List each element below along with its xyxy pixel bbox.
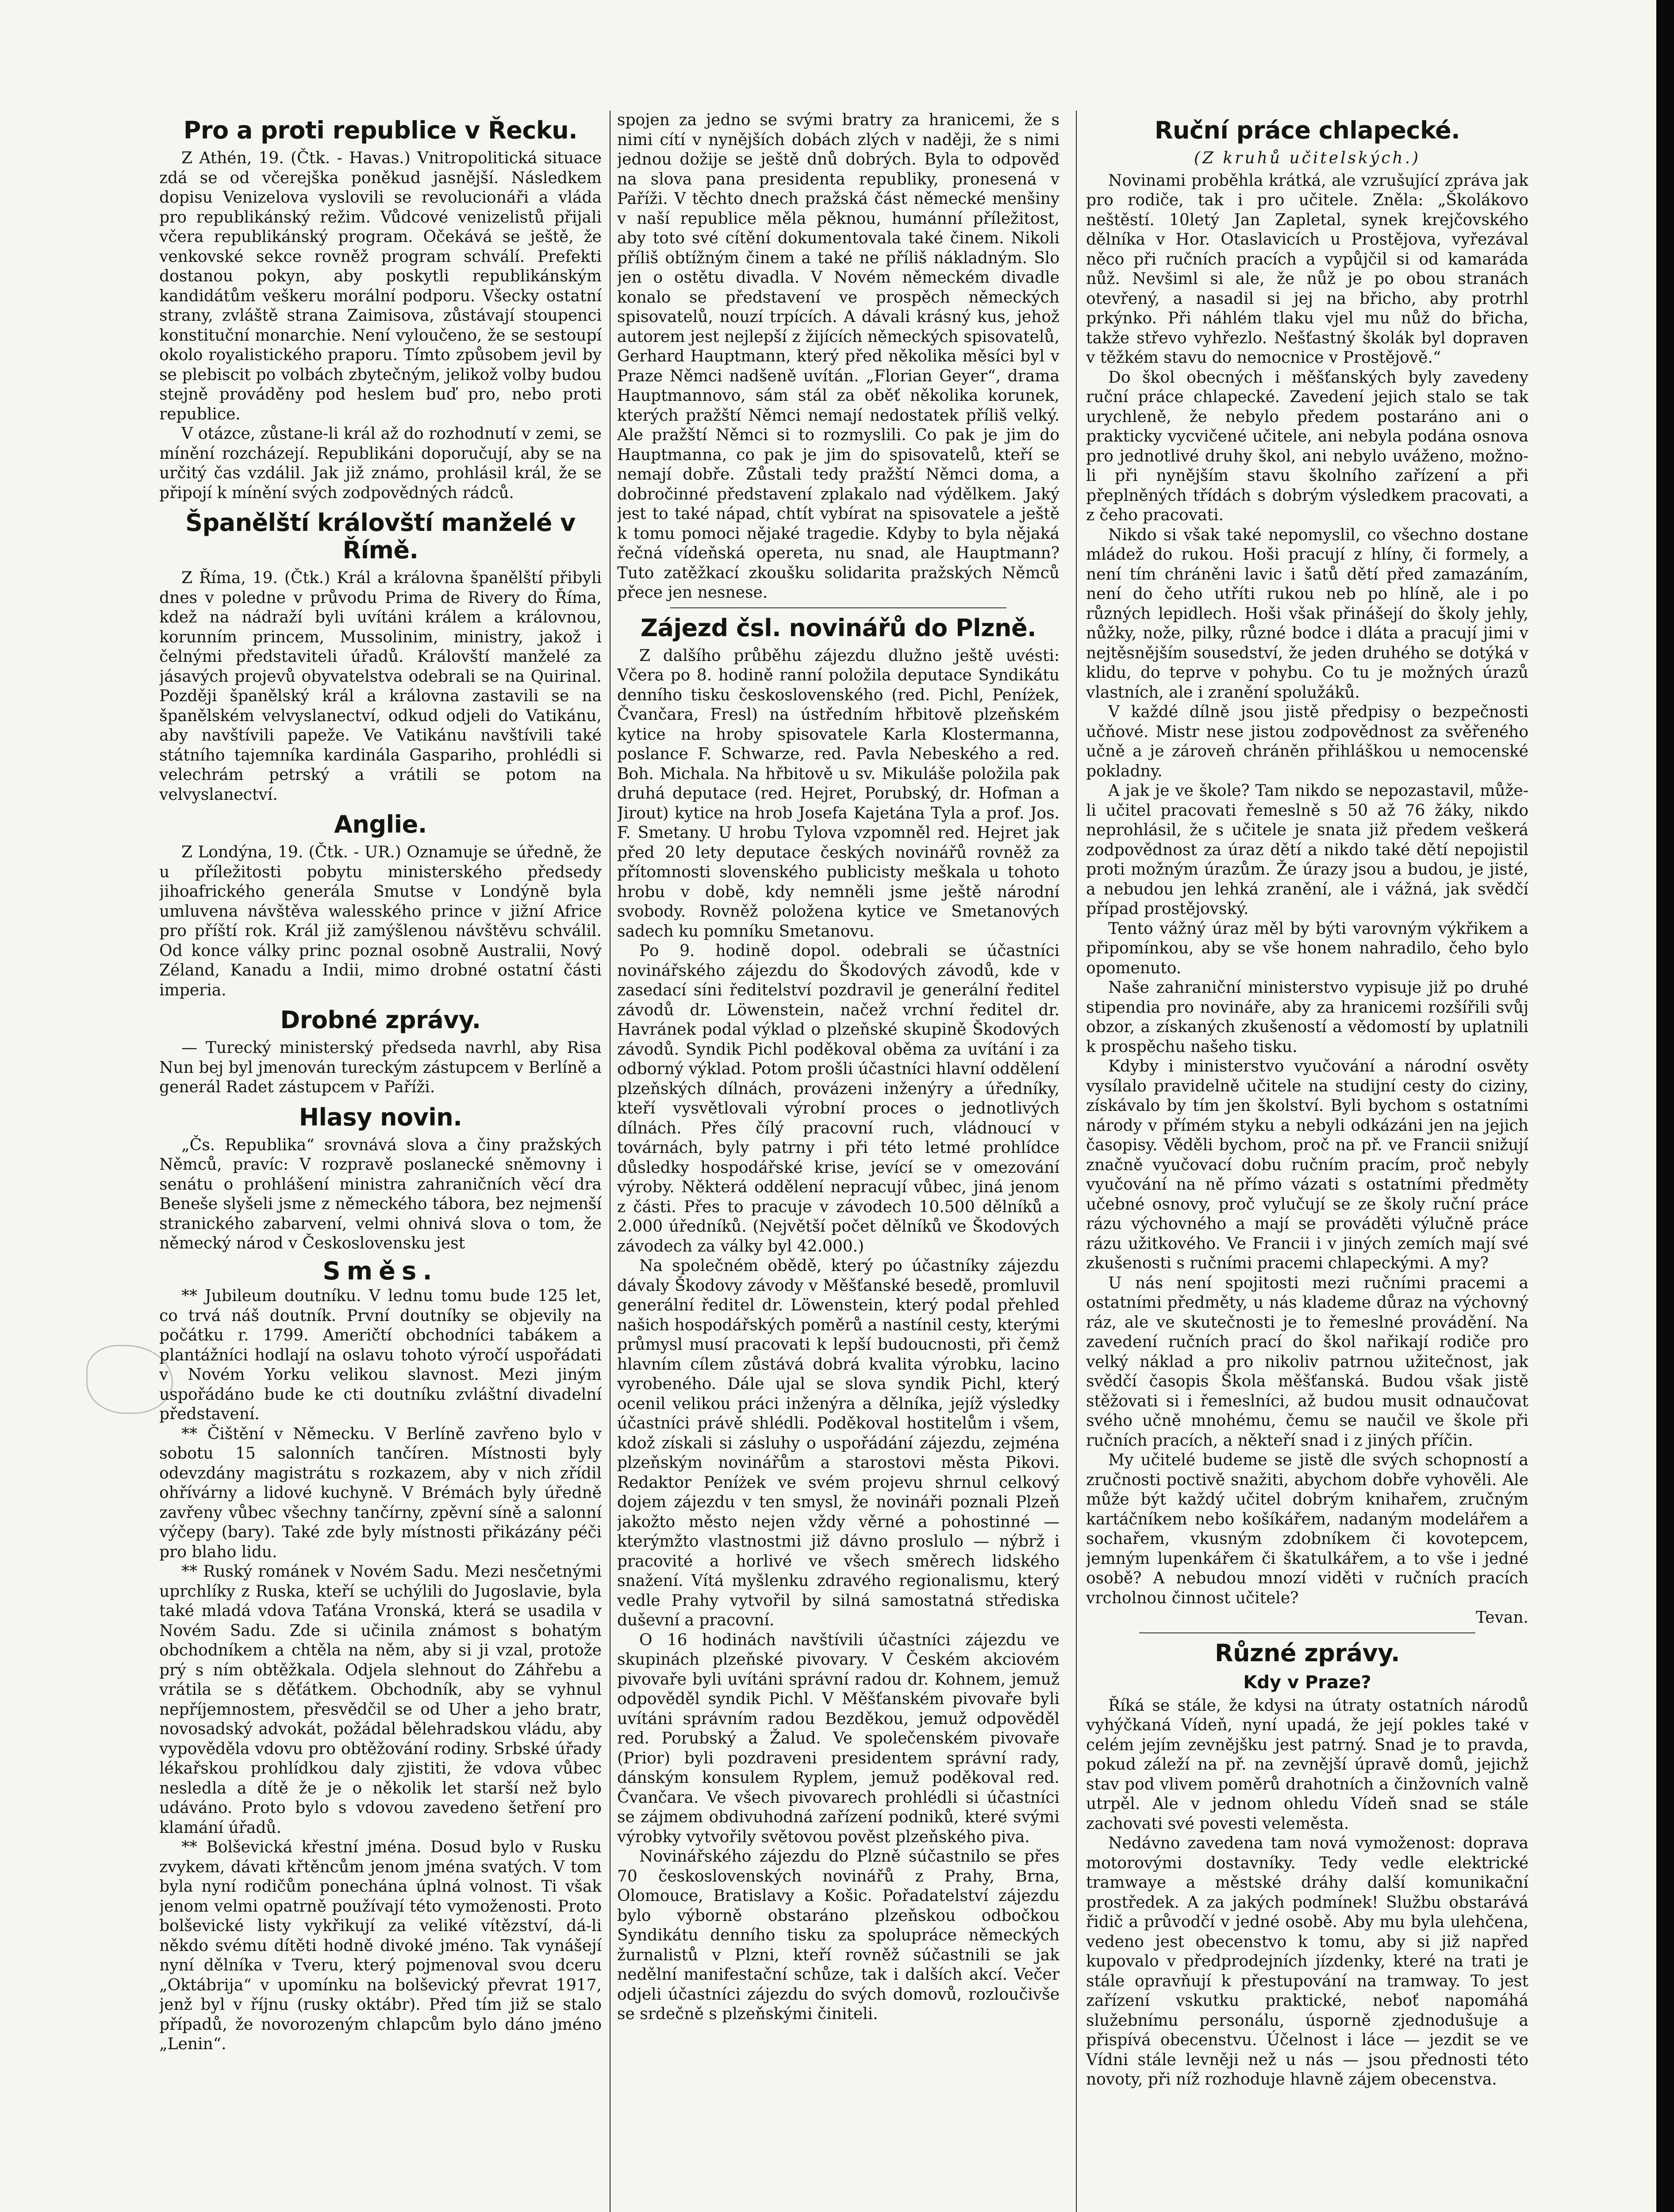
- article-signature: Tevan.: [1476, 1609, 1528, 1627]
- article-paragraph: Nedávno zavedena tam nová vymoženost: doprava motorovými dostavníky. Tedy vedle elektrické tramwaye a městské dráhy další komunikační prostředek. A za jakých podmínek! Službu obstarává řidič a průvodčí v jedné osobě. Aby mu byla ulehčena, vedeno jest obecenstvo k tomu, aby si již napřed kupovalo v předprodejních jízdenky, které na trati je stále opravňují k přestupování na tramway. To jest zařízení vskutku praktické, neboť napomáhá služebnímu personálu, úsporně zjednodušuje a přispívá obecenstvu. Účelnost i láce — jezdit se ve Vídni stále levněji než u nás — jsou přednosti této novoty, při níž rozhoduje hlavně zájem obecenstva.: [1086, 1834, 1528, 2089]
- article-title-greece: Pro a proti republice v Řecku.: [183, 116, 578, 144]
- miscellany-item: ** Ruský románek v Novém Sadu. Mezi nesčetnými uprchlíky z Ruska, kteří se uchýlili do Jugoslavie, byla také mladá vdova Taťána Vronská, která se usadila v Novém Sadu. Zde si učinila známost s bohatým obchodníkem a chtěla na něm, aby si ji vzal, protože prý s ním obtěžkala. Odjela slehnout do Záhřebu a vrátila se s děťátkem. Obchodník, aby se vyhnul nepříjemnostem, přesvědčil se od Uher a jeho bratr, novosadský advokát, požádal bělehradskou vládu, aby vypověděla vdovu pro obtěžování rodiny. Srbské úřady lékařskou prohlídkou daly zjistiti, že vdova vůbec nesledla a dítě že je o několik let starší než bylo udáváno. Proto bylo s vdovou zavedeno šetření pro klamání úřadů.: [159, 1563, 602, 1837]
- miscellany-item: ** Jubileum doutníku. V lednu tomu bude 125 let, co trvá náš doutník. První doutníky se objevily na počátku r. 1799. Američtí obchodníci tabákem a plantážníci hodlají na oslavu tohoto výročí uspořádati v Novém Yorku velikou slavnost. Mezi jiným uspořádáno bude ke cti doutníku zvláštní divadelní představení.: [159, 1287, 602, 1423]
- article-paragraph: Z Říma, 19. (Čtk.) Král a královna španělští přibyli dnes v poledne v průvodu Prima de Rivery do Říma, kdež na nádraží byli uvítáni králem a královnou, korunním princem, Mussolinim, ministry, jakož i čelnými představiteli úřadů. Královští manželé za jásavých projevů obyvatelstva odebrali se na Quirinal. Později španělský král a královna zastavili se na španělském velvyslanectví, odkud odjeli do Vatikánu, aby navštívili papeže. Ve Vatikánu navštívili také státního tajemníka kardinála Gaspariho, prohlédli si velechrám petrský a vrátili se potom na velvyslanectví.: [159, 569, 602, 804]
- article-paragraph: Říká se stále, že kdysi na útraty ostatních národů vyhýčkaná Vídeň, nyní upadá, že její pokles také v celém jejím zevnějšku jest patrný. Snad je to pravda, pokud záleží na př. na zevnější úpravě domů, jejichž stav pod vlivem poměrů drahotních a činžovních valně utrpěl. Ale v jednom ohledu Vídeň snad se stále zachovati své povesti veleměsta.: [1086, 1696, 1528, 1833]
- miscellany-item: ** Bolševická křestní jména. Dosud bylo v Rusku zvykem, dávati křtěncům jenom jména svatých. V tom byla nyní rodičům ponechána úplná volnost. Ti však jenom velmi opatrně používají této vymoženosti. Proto bolševické listy vykřikují za veliké vítězství, dá-li někdo svému dítěti hodně divoké jméno. Tak vynášejí nyní dělníka v Tveru, který pojmenoval svou dceru „Oktábrija“ v upomínku na bolševický převrat 1917, jenž byl v říjnu (rusky oktábr). Před tím již se stalo případů, že novorozeným chlapcům bylo dáno jméno „Lenin“.: [159, 1838, 602, 2053]
- article-title-spain-rome: Španělští královští manželé v Římě.: [185, 509, 576, 564]
- article-title-various-news: Různé zprávy.: [1215, 1639, 1400, 1667]
- article-title-england: Anglie.: [334, 810, 427, 838]
- article-paragraph: Na společném obědě, který po účastníky zájezdu dávaly Škodovy závody v Měšťanské besedě, promluvil generální ředitel dr. Löwenstein, který podal přehled našich hospodářských poměrů a nastínil cesty, kterými průmysl musí pracovati k lepší budoucnosti, při čemž hlavním cílem zůstává dobrá kvalita výrobku, lacino vyrobeného. Dále ujal se slova syndik Pichl, který ocenil velikou práci inženýra a dělníka, jejíž výsledky účastníci právě shlédli. Poděkoval hostitelům i všem, kdož získali si zásluhy o uspořádání zájezdu, zejména plzeňským novinářům a starostovi města Pikovi. Redaktor Peníżek ve svém projevu shrnul celkový dojem zájezdu v ten smysl, že novináři poznali Plzeň jakožto město nejen vždy věrné a pohostinné — kterýmžto vlastnostmi již dávno proslulo — nýbrž i pracovité a horlivé ve všech směrech lidského snažení. Vítá myšlenku zdravého regionalismu, který vedle Prahy vytvořil by silná samostatná střediska duševní a pracovní.: [617, 1257, 1060, 1629]
- article-paragraph: Tento vážný úraz měl by býti varovným výkřikem a připomínkou, aby se vše honem nahradilo, čeho bylo opomenuto.: [1086, 919, 1528, 977]
- article-paragraph: Z dalšího průběhu zájezdu dlužno ještě uvésti: Včera po 8. hodině ranní položila deputace Syndikátu denního tisku československého (red. Pichl, Peníżek, Čvančara, Fresl) na ústředním hřbitově plzeňském kytice na hroby spisovatele Karla Klostermanna, poslance F. Schwarze, red. Pavla Nebeského a red. Boh. Michala. Na hřbitově u sv. Mikuláše položila pak druhá deputace (red. Hejret, Porubský, dr. Hofman a Jirout) kytice na hrob Josefa Kajetána Tyla a prof. Jos. F. Smetany. U hrobu Tylova vzpomněl red. Hejret jak před 20 lety deputace českých novinářů rovněž za přítomnosti slovenského publicisty meškala u tohoto hrobu v době, kdy nemněli jsme ještě národní svobody. Rovněž položena kytice ve Smetanových sadech ku pomníku Smetanovu.: [617, 646, 1060, 941]
- divider: [1139, 1632, 1475, 1633]
- article-paragraph: Novinářského zájezdu do Plzně súčastnilo se přes 70 československých novinářů z Prahy, Brna, Olomouce, Bratislavy a Košic. Pořadatelství zájezdu bylo výborně obstaráno plzeňskou odbočkou Syndikátu denního tisku za spolupráce německých žurnalistů v Plzni, kteří rovněž súčastnili se jak nedělní manifestační schůze, tak i dalších akcí. Večer odjeli účastníci zájezdu do svých domovů, rozloučivše se srdečně s plzeňskými činiteli.: [617, 1847, 1060, 2023]
- article-paragraph: My učitelé budeme se jistě dle svých schopností a zručnosti poctivě snažiti, abychom dobře vyhověli. Ale může být každý učitel dobrým knihařem, zručným kartáčníkem nebo košíkářem, nadaným modelářem a sochařem, vkusným zdobníkem či kovotepcem, jemným lupenkářem či škatulkářem, a to vše i jedné osobě? A nebudou mnozí viděti v ručních pracích vrcholnou činnost učitele?: [1086, 1451, 1528, 1607]
- article-paragraph: spojen za jedno se svými bratry za hranicemi, že s nimi cítí v nynějších dobách zlých v naději, že s nimi jednou dožije se ještě dnů dobrých. Byla to odpověď na slova pana presidenta republiky, pronesená v Paříži. V těchto dnech pražská část německé menšiny v naší republice měla pěknou, humánní příležitost, aby toto své cítění dokumentovala také činem. Nikoli příliš obtížným činem a také ne příliš nákladným. Slo jen o ostětu divadla. V Novém německém divadle konalo se představení ve prospěch německých spisovatelů, nouzí trpících. A dávali krásný kus, jehož autorem jest nejlepší z žijících německých spisovatelů, Gerhard Hauptmann, který před několika měsíci byl v Praze Němci nadšeně uvítán. „Florian Geyer“, drama Hauptmannovo, sám stál za oběť několika korunek, kterých pražští Němci nemají nedostatek příliš velký. Ale pražští Němci si to rozmyslili. Co pak je jim do Hauptmanna, co pak je jim do spisovatelů, kteří se nemají dobře. Zůstali tedy pražští Němci doma, a dobročinné představení zplakalo nad výdělkem. Jaký jest to také nápad, chtít vybírat na spisovatele a ještě k tomu pomoci nějaké tragedie. Kdyby to byla nějaká řečná vídeňská opereta, nu snad, ale Hauptmann? Tuto zatěžkací zkoušku solidarita pražských Němců přece jen nesnese.: [617, 111, 1060, 602]
- article-paragraph: Kdyby i ministerstvo vyučování a národní osvěty vysílalo pravidelně učitele na studijní cesty do ciziny, získávalo by tím jen školství. Byli bychom s ostatními národy v přímém styku a nebyli odkázáni jen na jejich časopisy. Věděli bychom, proč na př. ve Francii snižují značně vyučovací dobu ručním pracím, proč nebyly vyučování na ně přímo vázati s ostatními předměty učebné osnovy, proč vylučují se ze školy ruční práce rázu výchovného a mají se prováděti výlučně práce rázu užitkového. Ve Francii i v jiných zemích mají své zkušenosti s ručními pracemi chlapeckými. A my?: [1086, 1057, 1528, 1272]
- article-paragraph: Po 9. hodině dopol. odebrali se účastníci novinářského zájezdu do Škodových závodů, kde v zasedací síni ředitelství pozdravil je generální ředitel závodů dr. Löwenstein, načež vrchní ředitel dr. Havránek podal výklad o plzeňské skupině Škodových závodů. Syndik Pichl poděkoval oběma za uvítání i za odborný výklad. Potom prošli účastníci hlavní oddělení plzeňských dílnách, provázeni inženýry a úředníky, kteří vysvětlovali výrobní proces o jednotlivých dílnách. Přes čílý pracovní ruch, vládnoucí v továrnách, byly patrny i při této letmé prohlídce důsledky hospodářské krise, jevící se v omezování výroby. Některá oddělení nepracují vůbec, jiná jenom z části. Přes to pracuje v závodech 10.500 dělníků a 2.000 úředníků. (Největší počet dělníků ve Škodových závodech za války byl 42.000.): [617, 942, 1060, 1256]
- article-paragraph: Nikdo si však také nepomyslil, co všechno dostane mládež do rukou. Hoši pracují z hlíny, či formely, a není tím chráněni lavic i šatů dětí před zamazáním, není do čeho utříti rukou neb po hlíně, ale i po různých lepidlech. Hoši však přinášejí do školy jehly, nůžky, nože, pilky, různé bodce i dláta a pracují jimi v nejtěsnějším sousedství, že jeden druhého se dotýká v klidu, do teprve v pohybu. Co tu je možných úrazů vlastních, ale i zranění spolužáků.: [1086, 526, 1528, 702]
- article-paragraph: Do škol obecných i měšťanských byly zavedeny ruční práce chlapecké. Zavedení jejich stalo se tak urychleně, že nebylo předem postaráno ani o prakticky vycvičené učitele, ani nebyla podána osnova pro jednotlivé druhy škol, ani nebylo uváženo, možno-li při nynějším stavu školního zařízení a při přeplněných třídách s dobrým výsledkem pracovati, a z čeho pracovati.: [1086, 368, 1528, 524]
- article-title-handicraft: Ruční práce chlapecké.: [1154, 116, 1460, 144]
- column-left: [159, 111, 602, 2212]
- column-right: [1086, 111, 1528, 2212]
- article-paragraph: A jak je ve škole? Tam nikdo se nepozastavil, může-li učitel pracovati řemeslně s 50 až 76 žáky, nikdo neprohlásil, že s učitele je snata již předem veškerá zodpovědnost za úraz dětí a nikdo také dětí nepojistil proti možným úrazům. Že úrazy jsou a budou, je jisté, a nebudou jen lehká zranění, ale i vážná, jak svědčí případ prostějovský.: [1086, 782, 1528, 918]
- section-title-miscellany: Směs.: [323, 1256, 438, 1286]
- article-paragraph: Novinami proběhla krátká, ale vzrušující zpráva jak pro rodiče, tak i pro učitele. Zněla: „Školákovo neštěstí. 10letý Jan Zapletal, synek krejčovského dělníka v Hor. Otaslavicích u Prostějova, vyřezával něco při ručních pracích a vypůjčil si od kamaráda nůž. Nevšiml si ale, že nůž je po obou stranách otevřený, a nasadil si jej na břicho, aby protrhl prkýnko. Při náhlém tlaku vjel mu nůž do břicha, takže střevo vyhřezlo. Nešťastný školák byl dopraven v těžkém stavu do nemocnice v Prostějově.“: [1086, 171, 1528, 367]
- miscellany-item: ** Čištění v Německu. V Berlíně zavřeno bylo v sobotu 15 salonních tančíren. Místnosti byly odevzdány magistrátu s rozkazem, aby v nich zřídil ohřívárny a lidové kuchyně. V Brémách byly úředně zavřeny vůbec všechny tančírny, zpěvní síně a salonní výčepy (bary). Také zde byly místnosti přikázány péči pro blaho lidu.: [159, 1425, 602, 1561]
- article-title-journalists-plzen: Zájezd čsl. novinářů do Plzně.: [640, 614, 1037, 642]
- page-edge: [1656, 0, 1674, 2212]
- column-rule: [1076, 111, 1077, 2212]
- article-paragraph: U nás není spojitosti mezi ručními pracemi a ostatními předměty, u nás klademe důraz na výchovný ráz, ale ve skutečnosti je to řemeslné provádění. Na zavedení ručních prací do škol nařikají rodiče pro velký náklad a pro nikoliv patrnou užitečnost, jak svědčí časopis Škola měšťanská. Budou však jistě stěžovati si i řemeslníci, až budou musit odnaučovat svého učně mnohému, čemu se naučil ve škole při ručních pracích, a někteří snad i z jiných příčin.: [1086, 1274, 1528, 1450]
- article-title-press-voices: Hlasy novin.: [299, 1103, 462, 1131]
- article-paragraph: Naše zahraniční ministerstvo vypisuje již po druhé stipendia pro novináře, aby za hranicemi rozšířili svůj obzor, a získaných zkušeností a vědomostí by uplatnili k prospěchu našeho tisku.: [1086, 979, 1528, 1056]
- article-paragraph: V každé dílně jsou jistě předpisy o bezpečnosti učňové. Mistr nese jistou zodpovědnost za svěřeného učně a je zároveň chráněn přihláškou u nemocenské pokladny.: [1086, 703, 1528, 780]
- column-middle: [617, 111, 1060, 2212]
- divider: [670, 607, 1006, 608]
- article-paragraph: „Čs. Republika“ srovnává slova a činy pražských Němců, pravíc: V rozpravě poslanecké sněmovny i senátu o prohlášení ministra zahraničních věcí dra Beneše slyšeli jsme z německého tábora, bez nejmenší stranického zabarvení, velmi ohnivá slova o tom, že německý národ v Československu jest: [159, 1136, 602, 1252]
- article-paragraph: Z Londýna, 19. (Čtk. - UR.) Oznamuje se úředně, že u příležitosti pobytu ministerského předsedy jihoafrického generála Smutse v Londýně byla umluvena návštěva walesského prince v jižní Africe pro příští rok. Král již zamýšlenou návštěvu schválil. Od konce války princ poznal osobně Australii, Nový Zéland, Kanadu a Indii, mimo drobné ostatní části imperia.: [159, 843, 602, 999]
- article-byline: (Z kruhů učitelských.): [1194, 149, 1421, 167]
- article-title-short-news: Drobné zprávy.: [280, 1006, 481, 1034]
- article-paragraph: — Turecký ministerský předseda navrhl, aby Risa Nun bej byl jmenován tureckým zástupcem v Berlíně a generál Radet zástupcem v Paříži.: [159, 1039, 602, 1096]
- article-paragraph: Z Athén, 19. (Čtk. - Havas.) Vnitropolitická situace zdá se od včerejška poněkud jasnější. Následkem dopisu Venizelova vyslovili se revolucionáři a vláda pro republikánský režim. Vůdcové venizelistů přijali včera republikánský program. Očekává se ještě, že venkovské sekce rovněž program schválí. Prefekti dostanou pokyn, aby poskytli republikánským kandidátům veškeru morální podporu. Všecky ostatní strany, zvláště strana Zaimisova, zůstávají stoupenci konstituční monarchie. Není vyloučeno, že se sestoupí okolo royalistického praporu. Tímto způsobem jevil by se plebiscit po volbách zbytečným, jelikož volby budou stejně prováděny pod heslem buď pro, nebo proti republice.: [159, 149, 602, 423]
- article-subtitle-when-in-prague: Kdy v Praze?: [1243, 1672, 1371, 1693]
- article-paragraph: O 16 hodinách navštívili účastníci zájezdu ve skupinách plzeňské pivovary. V Českém akciovém pivovaře byli uvítáni správní radou dr. Kohnem, jemuž odpověděl syndik Pichl. V Měšťanském pivovaře byli uvítáni správním radou Bezděkou, jemuž odpověděl red. Porubský a Žalud. Ve společenském pivovaře (Prior) byli pozdraveni presidentem správní rady, dánským konsulem Ryplem, jemuž poděkoval red. Čvančara. Ve všech pivovarech prohlédli si účastníci se zájmem obdivuhodná zařízení podniků, které svými výrobky vytvořily světovou pověst plzeňského piva.: [617, 1631, 1060, 1846]
- article-paragraph: V otázce, zůstane-li král až do rozhodnutí v zemi, se mínění rozcházejí. Republikáni doporučují, aby se na určitý čas vzdálil. Jak již známo, prohlásil král, že se připojí k mínění svých zodpovědných rádců.: [159, 425, 602, 502]
